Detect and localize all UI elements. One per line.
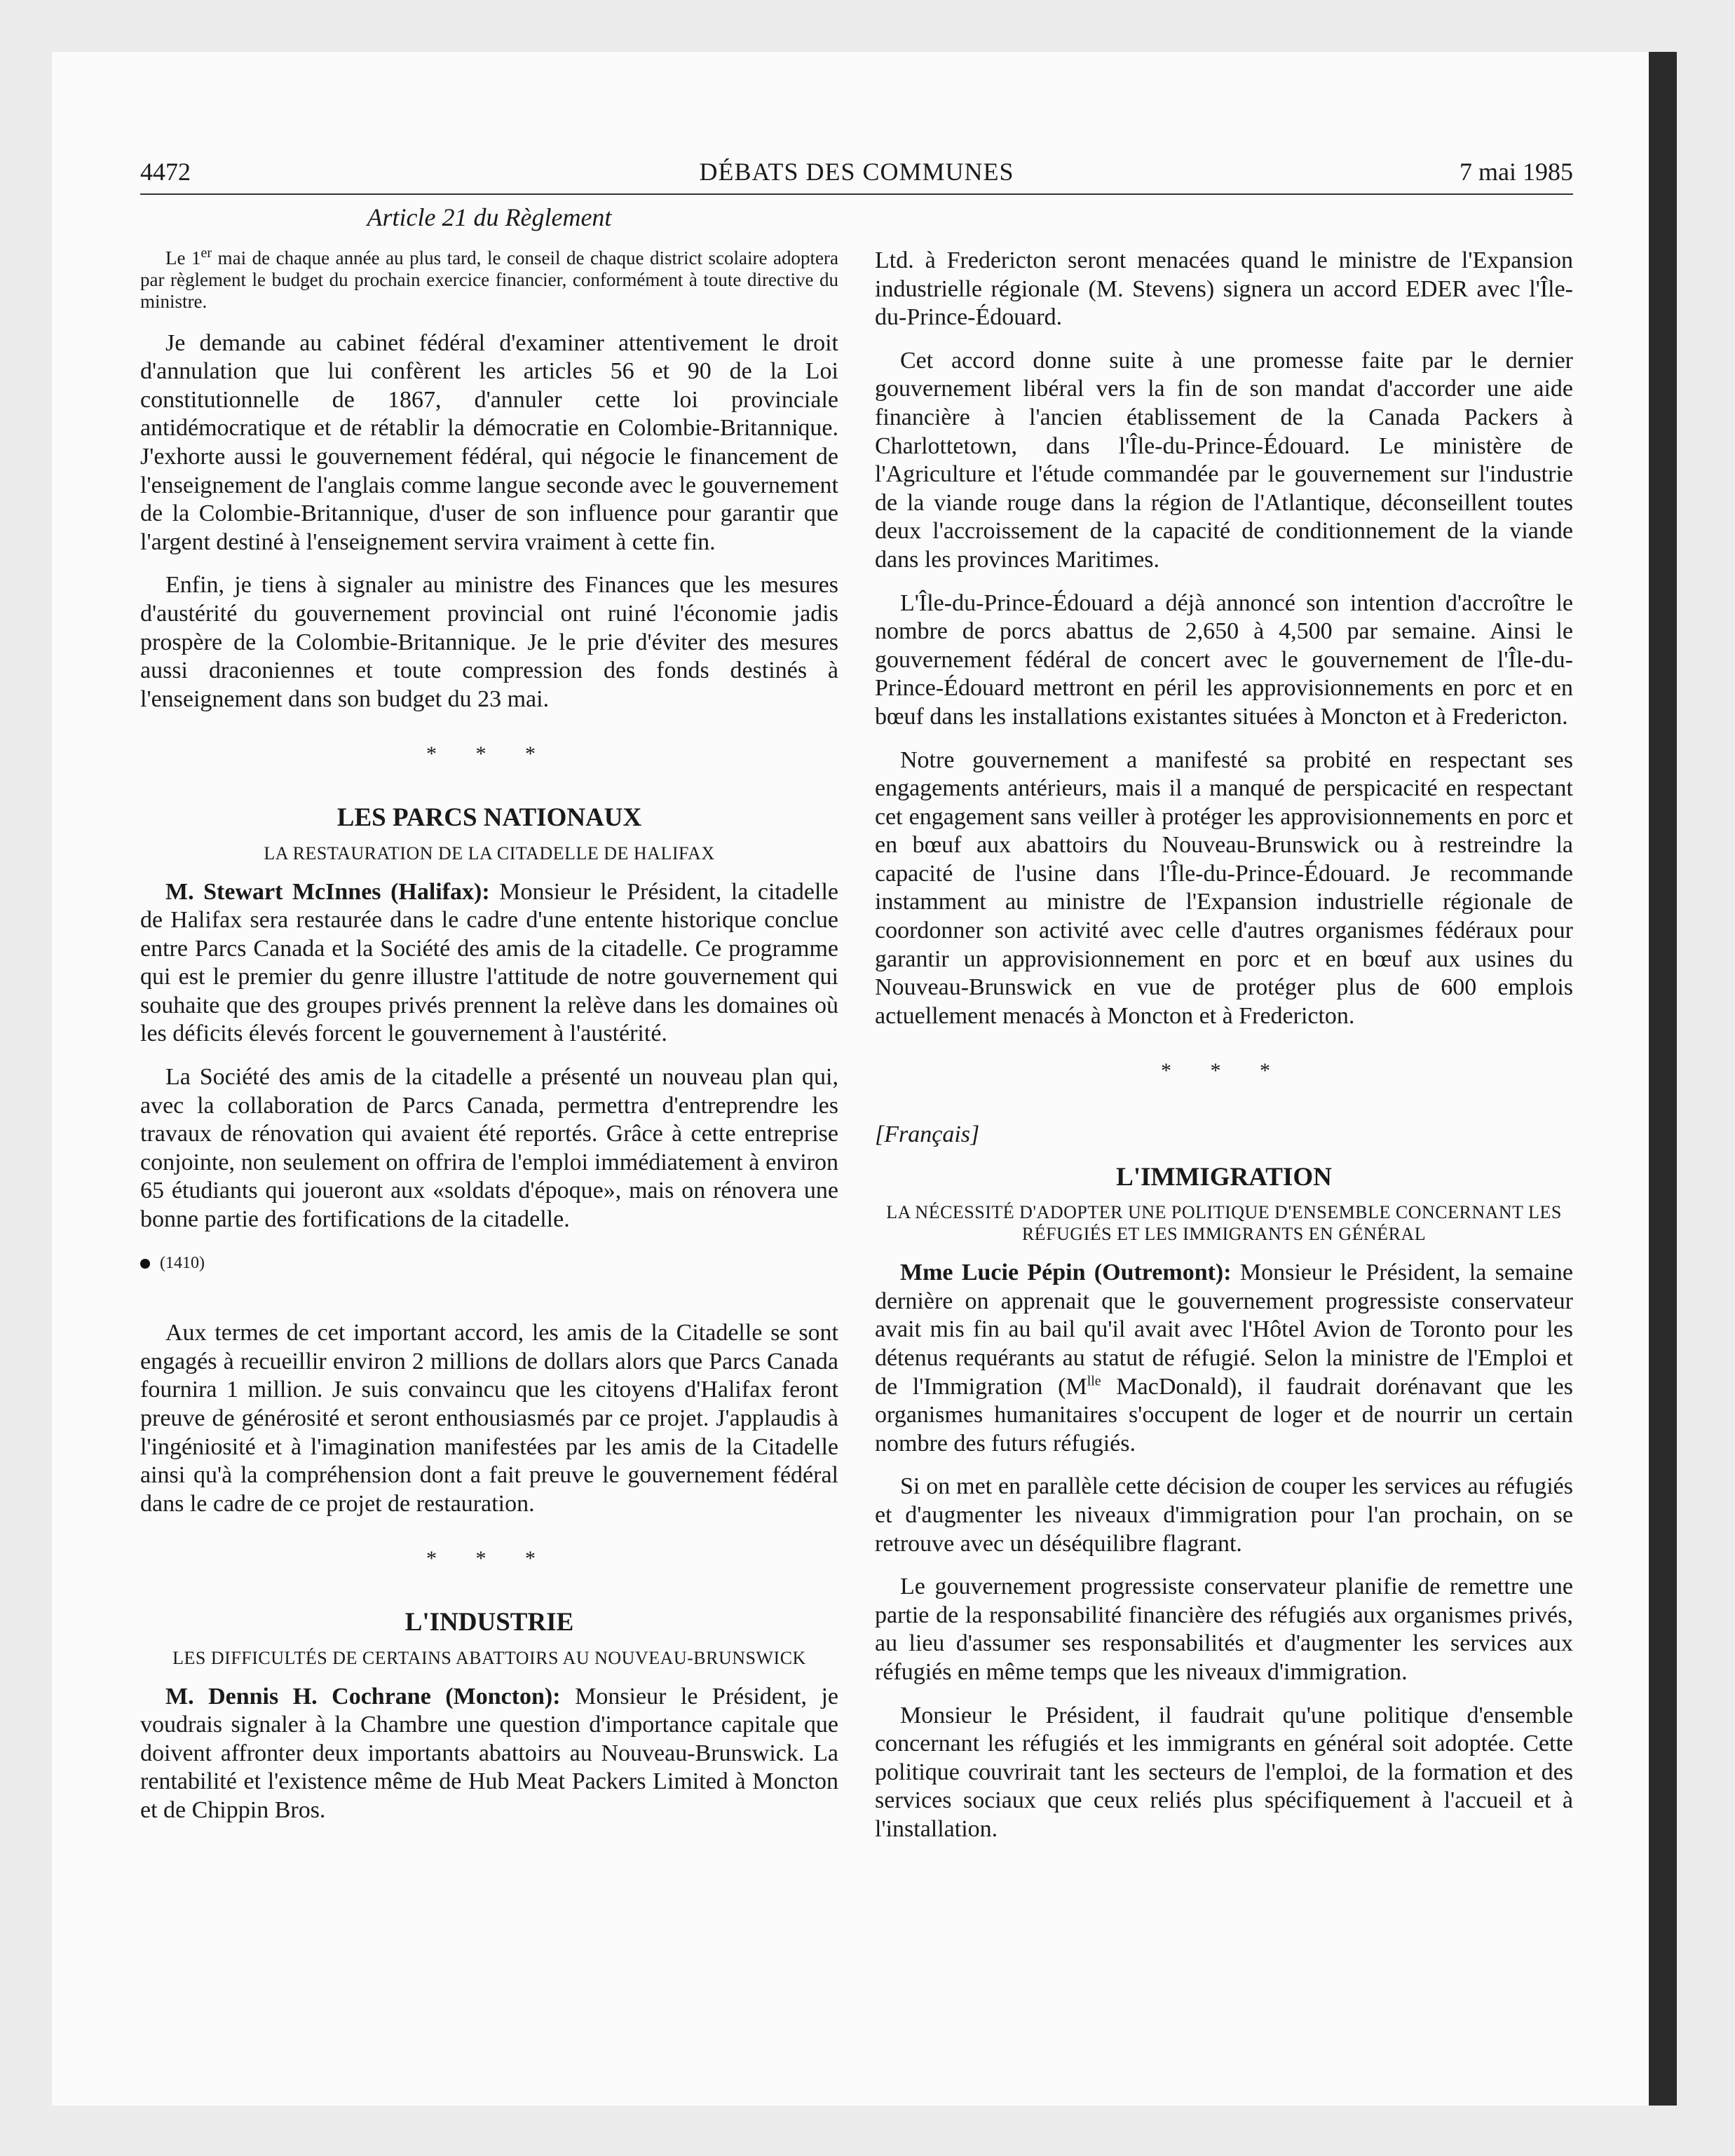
- scan-edge: [1649, 52, 1677, 2106]
- rule-title: Article 21 du Règlement: [367, 203, 612, 231]
- page-header: [140, 157, 1573, 195]
- paragraph: La Société des amis de la citadelle a présenté un nouveau plan qui, avec la collaboration de Parcs Canada, permettra d'entreprendre les travaux de rénovation qui avaient été reportés. Grâce à cette entreprise conjointe, non seulement on offrira de l'emploi immédiatement à environ 65 étudiants qui joueront aux «soldats d'époque», mais on rénovera une bonne partie des fortifications de la citadelle.: [140, 1064, 838, 1233]
- paragraph: Si on met en parallèle cette décision de couper les services au réfugiés et d'augmenter les niveaux d'immigration pour l'an prochain, on se retrouve avec un déséquilibre flagrant.: [875, 1473, 1573, 1557]
- language-tag: [Français]: [875, 1121, 980, 1148]
- paragraph: Le gouvernement progressiste conservateur planifie de remettre une partie de la responsabilité financière des réfugiés aux organismes privés, au lieu d'assumer ses responsabilités et d'augmenter les services aux réfugiés en même temps que les niveaux d'immigration.: [875, 1574, 1573, 1685]
- section-subtitle: LA RESTAURATION DE LA CITADELLE DE HALIFAX: [264, 842, 715, 864]
- section-title: L'INDUSTRIE: [404, 1607, 574, 1637]
- section-separator: * * *: [426, 1547, 552, 1571]
- paragraph: Monsieur le Président, il faudrait qu'une politique d'ensemble concernant les réfugiés et les immigrants en général soit adoptée. Cette politique couvrirait tant les secteurs de l'emploi, de la formation et des services sociaux que ceux reliés plus spécifiquement à l'accueil et à l'installation.: [875, 1702, 1573, 1842]
- section-title: LES PARCS NATIONAUX: [336, 803, 642, 832]
- time-marker: (1410): [140, 1249, 838, 1278]
- speech-paragraph: Mme Lucie Pépin (Outremont): Monsieur le Président, la semaine dernière on apprenait que le gouvernement progressiste conservateur avait mis fin au bail qu'il avait avec l'Hôtel Avion de Toronto pour les détenus requérants au statut de réfugié. Selon la ministre de l'Emploi et de l'Immigration ($M^{lle}$ MacDonald), il faudrait dorénavant que les organismes humanitaires s'occupent de loger et de nourrir un certain nombre des futurs réfugiés.: [875, 1260, 1574, 1456]
- speech-paragraph: M. Dennis H. Cochrane (Moncton): Monsieur le Président, je voudrais signaler à la Chambre une question d'importance capitale que doivent affronter deux importants abattoirs au Nouveau-Brunswick. La rentabilité et l'existence même de Hub Meat Packers Limited à Moncton et de Chippin Bros.: [140, 1683, 838, 1823]
- section-separator: * * *: [426, 742, 552, 766]
- paragraph: Je demande au cabinet fédéral d'examiner attentivement le droit d'annulation que lui confèrent les articles 56 et 90 de la Loi constitutionnelle de 1867, d'annuler cette loi provinciale antidémocratique et de rétablir la démocratie en Colombie-Britannique. J'exhorte aussi le gouvernement fédéral, qui négocie le financement de l'enseignement de l'anglais comme langue seconde avec le gouvernement de la Colombie-Britannique, d'user de son influence pour garantir que l'argent destiné à l'enseignement servira vraiment à cette fin.: [140, 329, 838, 555]
- bullet-icon: [140, 1259, 150, 1269]
- section-title: L'IMMIGRATION: [1116, 1162, 1332, 1192]
- rule-quote: Le 1er mai de chaque année au plus tard, le conseil de chaque district scolaire adoptera par règlement le budget du prochain exercice financier, conformément à toute directive du ministre.: [140, 245, 838, 312]
- paragraph: Cet accord donne suite à une promesse faite par le dernier gouvernement libéral vers la fin de son mandat d'accorder une aide financière à l'ancien établissement de la Canada Packers à Charlottetown, dans l'Île-du-Prince-Édouard. Le ministère de l'Agriculture et l'étude commandée par le gouvernement sur l'industrie de la viande rouge dans la région de l'Atlantique, déconseillent toutes deux l'accroissement de la capacité de conditionnement de la viande dans les provinces Maritimes.: [875, 347, 1573, 573]
- speaker-name: M. Dennis H. Cochrane (Moncton):: [165, 1683, 561, 1710]
- speaker-name: Mme Lucie Pépin (Outremont):: [900, 1260, 1232, 1286]
- paragraph: Enfin, je tiens à signaler au ministre des Finances que les mesures d'austérité du gouvernement provincial ont ruiné l'économie jadis prospère de la Colombie-Britannique. Je le prie d'éviter des mesures aussi draconiennes et toute compression des fonds destinés à l'enseignement dans son budget du 23 mai.: [140, 572, 838, 712]
- speaker-name: M. Stewart McInnes (Halifax):: [165, 878, 490, 905]
- page-number: 4472: [140, 158, 191, 186]
- section-subtitle: LES DIFFICULTÉS DE CERTAINS ABATTOIRS AU NOUVEAU-BRUNSWICK: [172, 1647, 806, 1668]
- paragraph: Notre gouvernement a manifesté sa probité en respectant ses engagements antérieurs, mais il a manqué de perspicacité en respectant cet engagement sans veiller à protéger les approvisionnements en porc et en bœuf aux abattoirs du Nouveau-Brunswick ou à restreindre la capacité de l'usine dans l'Île-du-Prince-Édouard. Je recommande instamment au ministre de l'Expansion industrielle régionale de coordonner son activité avec celle d'autres organismes fédéraux pour garantir un approvisionnement en porc et en bœuf aux usines du Nouveau-Brunswick en vue de protéger plus de 600 emplois actuellement menacés à Moncton et à Fredericton.: [875, 746, 1573, 1029]
- left-column: [140, 203, 838, 1840]
- publication-date: 7 mai 1985: [1460, 158, 1573, 186]
- paragraph: L'Île-du-Prince-Édouard a déjà annoncé son intention d'accroître le nombre de porcs abattus de 2,650 à 4,500 par semaine. Ainsi le gouvernement fédéral de concert avec le gouvernement de l'Île-du-Prince-Édouard mettront en péril les approvisionnements en porc et en bœuf dans les installations existantes situées à Moncton et à Fredericton.: [875, 589, 1573, 730]
- paragraph: Ltd. à Fredericton seront menacées quand le ministre de l'Expansion industrielle régionale (M. Stevens) signera un accord EDER avec l'Île-du-Prince-Édouard.: [875, 247, 1573, 331]
- section-subtitle: LA NÉCESSITÉ D'ADOPTER UNE POLITIQUE D'ENSEMBLE CONCERNANT LES RÉFUGIÉS ET LES IMMIGRANTS EN GÉNÉRAL: [886, 1202, 1562, 1245]
- publication-title: DÉBATS DES COMMUNES: [699, 158, 1014, 186]
- section-separator: * * *: [1161, 1059, 1287, 1083]
- paragraph: Aux termes de cet important accord, les amis de la Citadelle se sont engagés à recueillir environ 2 millions de dollars alors que Parcs Canada fournira 1 million. Je suis convaincu que les citoyens d'Halifax feront preuve de générosité et seront enthousiasmés par ce projet. J'applaudis à l'ingéniosité et à l'imagination manifestées par les amis de la Citadelle ainsi qu'à la compréhension dont a fait preuve le gouvernement fédéral dans le cadre de ce projet de restauration.: [140, 1320, 838, 1517]
- speech-paragraph: M. Stewart McInnes (Halifax): Monsieur le Président, la citadelle de Halifax sera restaurée dans le cadre d'une entente historique conclue entre Parcs Canada et la Société des amis de la citadelle. Ce programme qui est le premier du genre illustre l'attitude de notre gouvernement qui souhaite que des groupes privés prennent la relève dans les domaines où les déficits élevés forcent le gouvernement à l'austérité.: [140, 878, 838, 1047]
- right-column: [875, 247, 1573, 1859]
